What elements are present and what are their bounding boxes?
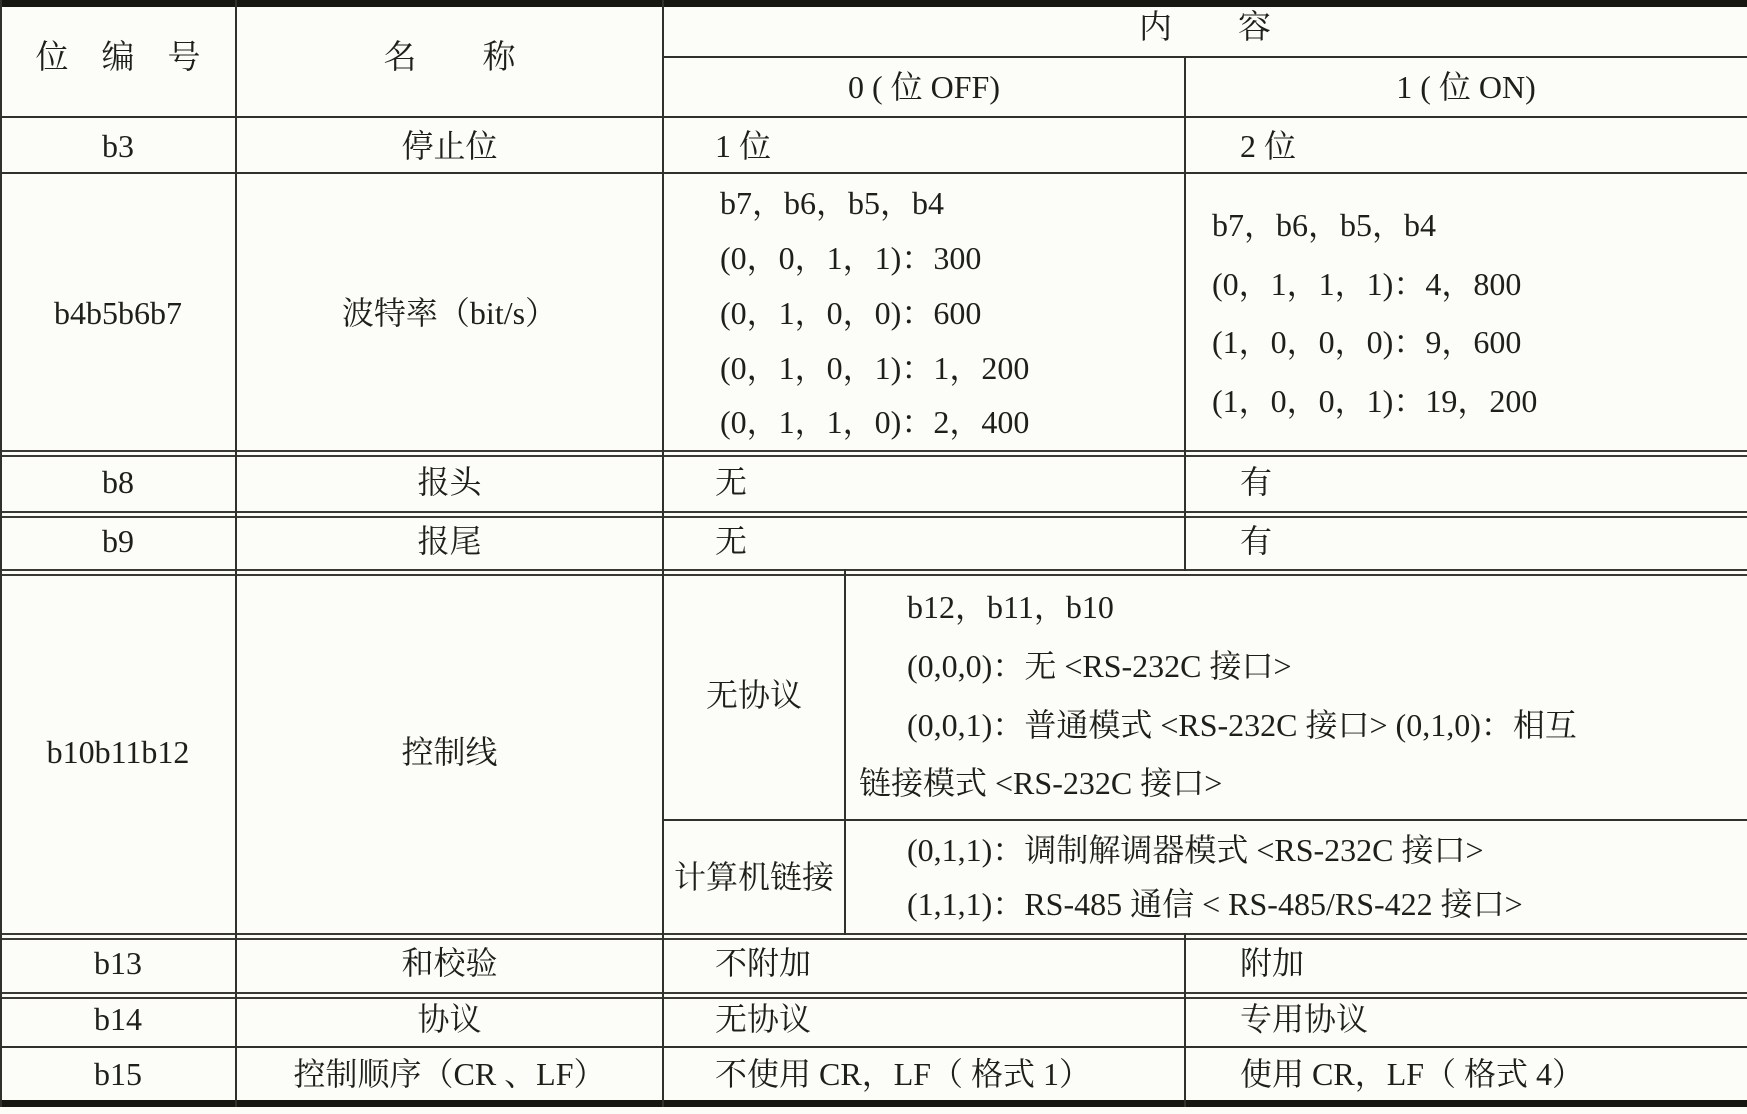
baud-on-line: (1，0，0，0)：9，600 bbox=[1212, 324, 1522, 361]
cell-b14-bit: b14 bbox=[94, 1001, 142, 1037]
cell-b13-on: 附加 bbox=[1240, 945, 1305, 981]
baud-off-line: (0，1，0，1)：1，200 bbox=[720, 349, 1030, 386]
cell-b13-name: 和校验 bbox=[401, 945, 498, 981]
cell-b3-name: 停止位 bbox=[401, 127, 498, 164]
cell-b9-bit: b9 bbox=[102, 523, 134, 559]
cell-b15-bit: b15 bbox=[94, 1056, 142, 1092]
baud-off-line: (0，0，1，1)：300 bbox=[720, 240, 982, 276]
cell-b14-name: 协议 bbox=[417, 1001, 482, 1037]
baud-on-line: b7，b6，b5，b4 bbox=[1212, 207, 1437, 244]
cell-baud-name: 波特率（bit/s） bbox=[341, 295, 558, 331]
baud-off-line: (0，1，0，0)：600 bbox=[720, 294, 982, 331]
cell-b3-off: 1 位 bbox=[715, 127, 772, 164]
baud-off-line: b7，b6，b5，b4 bbox=[720, 185, 945, 222]
baud-on-line: (1，0，0，1)：19，200 bbox=[1212, 382, 1538, 419]
cell-b8-bit: b8 bbox=[102, 464, 134, 500]
header-off: 0 ( 位 OFF) bbox=[847, 69, 1001, 105]
cell-b9-off: 无 bbox=[715, 523, 748, 559]
cell-baud-on bbox=[1185, 196, 1747, 430]
cell-b8-off: 无 bbox=[715, 464, 748, 500]
cell-b15-name: 控制顺序（CR 、LF） bbox=[293, 1056, 606, 1092]
cell-b3-bit: b3 bbox=[102, 127, 134, 164]
cell-b9-on: 有 bbox=[1240, 523, 1273, 559]
cell-ctrl-noprotocol-label: 无协议 bbox=[705, 676, 802, 713]
ctrl-noprotocol-line: 链接模式 <RS-232C 接口> bbox=[859, 765, 1223, 802]
cell-b14-on: 专用协议 bbox=[1240, 1001, 1369, 1037]
cell-b8-name: 报头 bbox=[417, 464, 482, 500]
baud-off-line: (0，1，1，0)：2，400 bbox=[720, 404, 1030, 441]
ctrl-noprotocol-line: b12，b11，b10 bbox=[907, 589, 1114, 626]
cell-baud-bit: b4b5b6b7 bbox=[54, 295, 182, 331]
cell-ctrl-name: 控制线 bbox=[401, 734, 498, 770]
header-on: 1 ( 位 ON) bbox=[1396, 69, 1536, 105]
cell-ctrl-complink-content bbox=[845, 823, 1747, 931]
cell-b13-off: 不附加 bbox=[715, 945, 812, 981]
header-name: 名 称 bbox=[383, 39, 516, 76]
cell-ctrl-complink-label: 计算机链接 bbox=[673, 858, 834, 895]
cell-b15-on: 使用 CR，LF（ 格式 4） bbox=[1240, 1056, 1585, 1092]
ctrl-complink-line: (0,1,1)：调制解调器模式 <RS-232C 接口> bbox=[907, 831, 1484, 868]
cell-b14-off: 无协议 bbox=[715, 1001, 812, 1037]
header-bit-number: 位 编 号 bbox=[35, 39, 201, 76]
cell-b9-name: 报尾 bbox=[417, 523, 482, 559]
cell-ctrl-bit: b10b11b12 bbox=[46, 734, 190, 770]
cell-b15-off: 不使用 CR，LF（ 格式 1） bbox=[715, 1056, 1092, 1092]
ctrl-noprotocol-line: (0,0,0)：无 <RS-232C 接口> bbox=[907, 647, 1292, 684]
cell-b8-on: 有 bbox=[1240, 464, 1273, 500]
cell-b13-bit: b13 bbox=[94, 945, 142, 981]
cell-baud-off bbox=[663, 176, 1185, 450]
ctrl-noprotocol-line: (0,0,1)：普通模式 <RS-232C 接口> (0,1,0)：相互 bbox=[907, 706, 1577, 743]
baud-on-line: (0，1，1，1)：4，800 bbox=[1212, 265, 1522, 302]
cell-ctrl-noprotocol-content bbox=[845, 578, 1747, 813]
ctrl-complink-line: (1,1,1)：RS-485 通信 < RS-485/RS-422 接口> bbox=[907, 885, 1523, 922]
cell-b3-on: 2 位 bbox=[1240, 127, 1297, 164]
header-content: 内 容 bbox=[1139, 9, 1271, 46]
